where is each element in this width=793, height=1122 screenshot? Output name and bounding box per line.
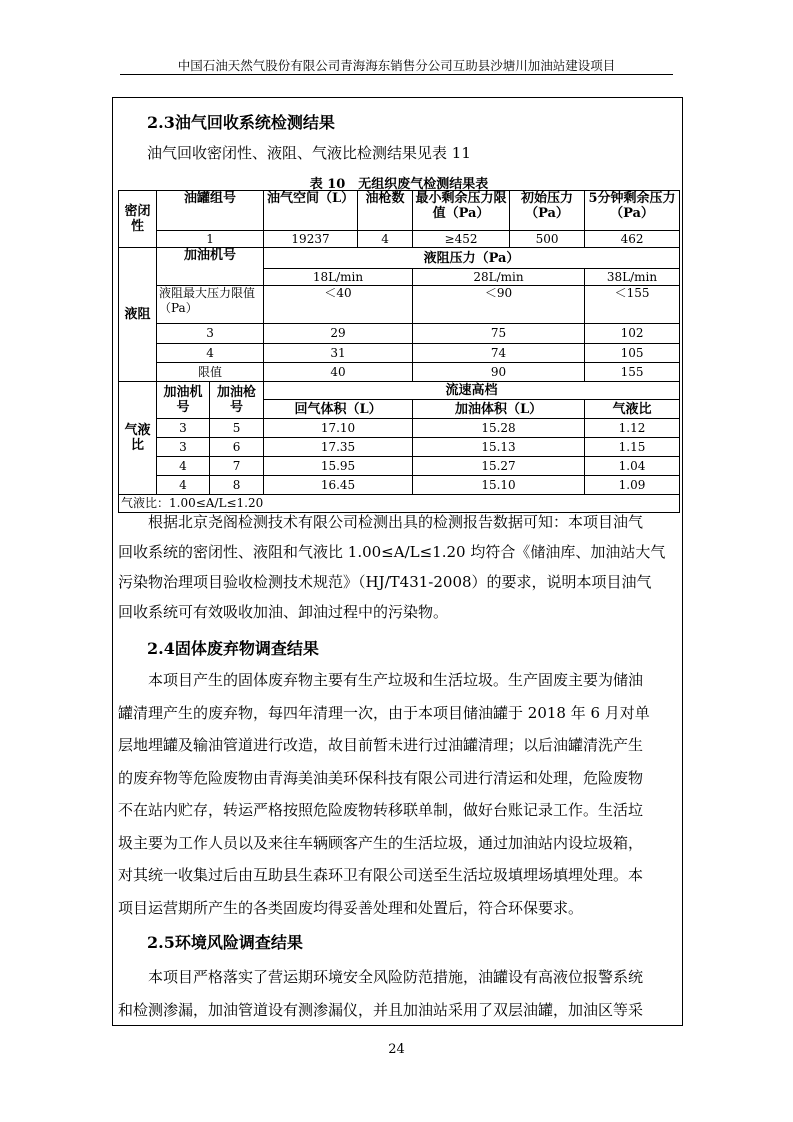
table-cell: 7 xyxy=(210,457,264,476)
col-header: 油气空间（L） xyxy=(264,191,358,231)
table-cell: 105 xyxy=(585,344,680,363)
section-heading-2-4: 2.4固体废弃物调查结果 xyxy=(147,639,319,658)
row-label: 4 xyxy=(157,344,264,363)
col-header: 加油体积（L） xyxy=(413,400,585,419)
test-results-table xyxy=(118,190,680,513)
col-header: 油枪数 xyxy=(358,191,413,231)
seal-label: 密闭性 xyxy=(119,191,157,248)
table-cell: 17.35 xyxy=(264,438,413,457)
table-cell: ＜155 xyxy=(585,286,680,324)
table-cell: 5 xyxy=(210,419,264,438)
table-cell: 3 xyxy=(157,438,210,457)
table-cell: 155 xyxy=(585,363,680,382)
pressure-header: 液阻压力（Pa） xyxy=(264,248,680,269)
table-cell: ≥452 xyxy=(413,231,510,248)
table-cell: 15.13 xyxy=(413,438,585,457)
table-cell: 102 xyxy=(585,324,680,344)
text-line: 回收系统的密闭性、液阻和气液比 1.00≤A/L≤1.20 均符合《储油库、加油站大气 xyxy=(118,543,666,561)
text-line: 层地埋罐及输油管道进行改造，故目前暂未进行过油罐清理；以后油罐清洗产生 xyxy=(118,736,644,754)
text-line: 根据北京尧阁检测技术有限公司检测出具的检测报告数据可知：本项目油气 xyxy=(118,513,644,531)
text-line: 和检测渗漏，加油管道设有测渗漏仪，并且加油站采用了双层油罐，加油区等采 xyxy=(118,1000,644,1019)
text-line: 本项目产生的固体废弃物主要有生产垃圾和生活垃圾。生产固废主要为储油 xyxy=(118,671,644,689)
resistance-label: 液阻 xyxy=(119,248,157,382)
table-cell: 75 xyxy=(413,324,585,344)
table-cell: 15.27 xyxy=(413,457,585,476)
table-cell: 19237 xyxy=(264,231,358,248)
table-cell: 1.15 xyxy=(585,438,680,457)
row-label: 限值 xyxy=(157,363,264,382)
text-line: 不在站内贮存，转运严格按照危险废物转移联单制，做好台账记录工作。生活垃 xyxy=(118,801,644,819)
paragraph-2-4 xyxy=(118,664,680,924)
col-header: 5分钟剩余压力（Pa） xyxy=(585,191,680,231)
col-header: 油罐组号 xyxy=(157,191,264,231)
col-header: 回气体积（L） xyxy=(264,400,413,419)
table-cell: 6 xyxy=(210,438,264,457)
table-cell: 15.95 xyxy=(264,457,413,476)
text-line: 污染物治理项目验收检测技术规范》（HJ/T431-2008）的要求，说明本项目油气 xyxy=(118,573,652,591)
header-divider xyxy=(120,74,673,75)
table-cell: 90 xyxy=(413,363,585,382)
ratio-label: 气液比 xyxy=(119,382,157,495)
row-label: 3 xyxy=(157,324,264,344)
running-header: 中国石油天然气股份有限公司青海海东销售分公司互助县沙塘川加油站建设项目 xyxy=(177,58,616,73)
text-line: 项目运营期所产生的各类固废均得妥善处理和处置后，符合环保要求。 xyxy=(118,898,584,917)
text-line: 罐清理产生的废弃物，每四年清理一次，由于本项目储油罐于 2018 年 6 月对单 xyxy=(118,703,650,722)
text-line: 回收系统可有效吸收加油、卸油过程中的污染物。 xyxy=(118,603,449,621)
flow-header: 18L/min xyxy=(264,269,413,286)
table-cell: 17.10 xyxy=(264,419,413,438)
dispenser-header: 加油机号 xyxy=(157,382,210,419)
table-cell: 1.04 xyxy=(585,457,680,476)
flow-header: 流速高档 xyxy=(264,382,680,400)
table-cell: 29 xyxy=(264,324,413,344)
table-cell: 1.09 xyxy=(585,476,680,495)
table-cell: 4 xyxy=(157,476,210,495)
section-intro xyxy=(147,137,667,170)
col-header: 初始压力（Pa） xyxy=(510,191,585,231)
table-cell: 15.10 xyxy=(413,476,585,495)
row-label: 液阻最大压力限值（Pa） xyxy=(157,286,264,324)
table-cell: 1 xyxy=(157,231,264,248)
text-line: 本项目严格落实了营运期环境安全风险防范措施，油罐设有高液位报警系统 xyxy=(118,968,644,986)
table-cell: 500 xyxy=(510,231,585,248)
table-cell: 8 xyxy=(210,476,264,495)
section-heading-2-5: 2.5环境风险调查结果 xyxy=(147,933,303,952)
paragraph-2-3 xyxy=(118,507,680,627)
table-cell: 40 xyxy=(264,363,413,382)
paragraph-2-5 xyxy=(118,961,680,1026)
intro-line: 油气回收密闭性、液阻、气液比检测结果见表 11 xyxy=(147,144,471,162)
table-note: 气液比：1.00≤A/L≤1.20 xyxy=(119,495,680,513)
flow-header: 38L/min xyxy=(585,269,680,286)
table-cell: ＜40 xyxy=(264,286,413,324)
table-caption: 表 10 无组织废气检测结果表 xyxy=(309,177,489,192)
flow-header: 28L/min xyxy=(413,269,585,286)
table-cell: 16.45 xyxy=(264,476,413,495)
nozzle-header: 加油枪号 xyxy=(210,382,264,419)
col-header: 最小剩余压力限值（Pa） xyxy=(413,191,510,231)
table-cell: 462 xyxy=(585,231,680,248)
table-cell: 3 xyxy=(157,419,210,438)
page-number: 24 xyxy=(388,1042,405,1057)
table-cell: ＜90 xyxy=(413,286,585,324)
dispenser-header: 加油机号 xyxy=(157,248,264,286)
table-cell: 1.12 xyxy=(585,419,680,438)
table-cell: 74 xyxy=(413,344,585,363)
col-header: 气液比 xyxy=(585,400,680,419)
section-heading-2-3: 2.3油气回收系统检测结果 xyxy=(147,113,335,132)
text-line: 的废弃物等危险废物由青海美油美环保科技有限公司进行清运和处理，危险废物 xyxy=(118,768,644,787)
text-line: 圾主要为工作人员以及来往车辆顾客产生的生活垃圾，通过加油站内设垃圾箱， xyxy=(118,833,644,852)
text-line: 对其统一收集过后由互助县生森环卫有限公司送至生活垃圾填埋场填埋处理。本 xyxy=(118,866,644,884)
table-cell: 15.28 xyxy=(413,419,585,438)
table-cell: 4 xyxy=(157,457,210,476)
table-cell: 4 xyxy=(358,231,413,248)
table-cell: 31 xyxy=(264,344,413,363)
